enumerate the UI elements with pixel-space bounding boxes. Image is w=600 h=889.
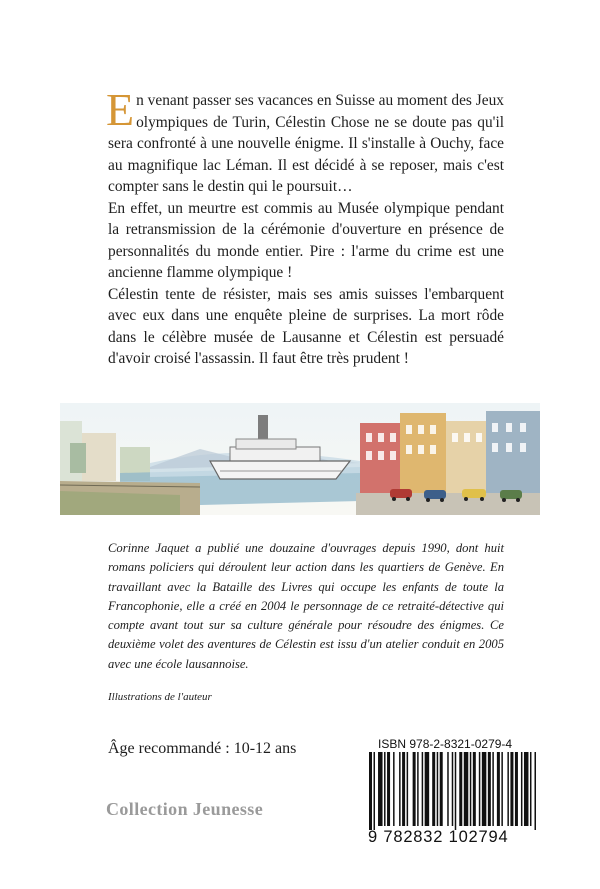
barcode-bar — [384, 752, 386, 826]
barcode-bar — [470, 752, 472, 826]
barcode-bar — [393, 752, 395, 826]
barcode-bar — [455, 752, 457, 830]
barcode-bar — [413, 752, 416, 826]
barcode-bar — [425, 752, 430, 826]
collection-name: Collection Jeunesse — [106, 799, 264, 819]
barcode-bar — [488, 752, 491, 826]
barcode-bar — [464, 752, 469, 826]
barcode-bar — [515, 752, 518, 826]
barcode-bar — [378, 752, 383, 826]
barcode-bar — [530, 752, 532, 826]
barcode-bar — [459, 752, 462, 826]
barcode-bar — [422, 752, 424, 826]
barcode-bar — [452, 752, 454, 826]
barcode-bar — [369, 752, 372, 830]
barcode-bar — [399, 752, 401, 826]
barcode-bar — [432, 752, 435, 826]
barcode-bar — [507, 752, 509, 826]
author-bio: Corinne Jaquet a publié une douzaine d'ouvrages depuis 1990, dont huit romans policiers qui déroulent leur action dans les quartiers de Genève. En travaillant avec la Bataille des Livres qui occupe les enfants de toute la Francophonie, elle a créé en 2004 le personnage de ce retraité-détective qui compte avant tout sur sa culture générale pour résoudre des énigmes. Ce deuxième volet des aventures de Célestin est issu d'un atelier conduit en 2005 avec une école lausannoise. — [108, 541, 504, 671]
barcode-bar — [534, 752, 536, 830]
barcode-bar — [437, 752, 439, 826]
barcode-bar — [479, 752, 481, 826]
barcode-bar — [492, 752, 494, 826]
barcode-bar — [402, 752, 405, 826]
isbn-label: ISBN 978-2-8321-0279-4 — [378, 737, 513, 751]
barcode-bar — [501, 752, 503, 826]
barcode-bar — [482, 752, 487, 826]
recommended-age: Âge recommandé : 10-12 ans — [108, 740, 297, 757]
barcode-bar — [374, 752, 376, 830]
barcode-bar — [473, 752, 476, 826]
isbn-barcode — [369, 752, 539, 830]
barcode-bar — [524, 752, 529, 826]
barcode-bar — [521, 752, 523, 826]
blurb-paragraph-3: Célestin tente de résister, mais ses amis suisses l'embarquent avec eux dans une enquête pleine de surprises. La mort rôde dans le célèbre musée de Lausanne et Célestin est persuadé d'avoir croisé l'assassin. Il faut être très prudent ! — [108, 285, 504, 367]
barcode-bar — [497, 752, 500, 826]
barcode-bar — [447, 752, 449, 826]
barcode-bar — [417, 752, 419, 826]
lake-illustration — [60, 403, 540, 515]
barcode-bar — [510, 752, 513, 826]
drop-cap: E — [106, 84, 135, 135]
blurb-paragraph-1 — [106, 84, 504, 198]
illustration-credits: Illustrations de l'auteur — [108, 691, 212, 703]
barcode-bar — [440, 752, 443, 826]
blurb-paragraph-2: En effet, un meurtre est commis au Musée olympique pendant la retransmission de la cérémonie d'ouverture en présence de personnalités du monde entier. Pire : l'arme du crime est une ancienne flamme olympique ! — [108, 199, 504, 281]
barcode-bar — [387, 752, 390, 826]
back-cover-blurb — [106, 84, 504, 370]
blurb-paragraph-1-text: n venant passer ses vacances en Suisse au moment des Jeux olympiques de Turin, Célestin Chose ne se doute pas qu'il sera confronté à une nouvelle énigme. Il s'installe à Ouchy, face au magnifique lac Léman. Il est décidé à se reposer, mais c'est compter sans le destin qui le poursuit… — [108, 92, 504, 195]
barcode-digits: 9 782832 102794 — [368, 828, 509, 846]
barcode-bar — [407, 752, 409, 826]
